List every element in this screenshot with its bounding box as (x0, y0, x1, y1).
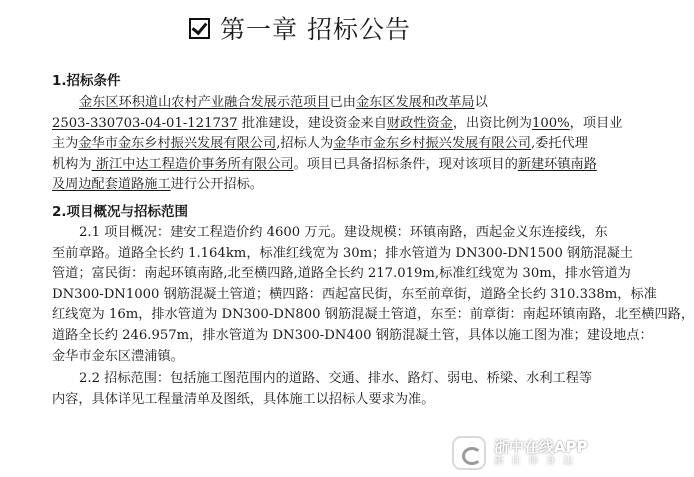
section-1-paragraph (52, 93, 623, 196)
paragraph-line (52, 155, 597, 176)
paragraph-line (52, 93, 592, 114)
watermark-name: 浙中在线APP (494, 437, 588, 456)
underlined-field: 2503-330703-04-01-121737 (52, 115, 238, 131)
text-segment: 。项目已具备招标条件，现对该项目的 (293, 156, 518, 172)
watermark-slogan: 新 在 你 身 边 (494, 455, 575, 467)
paragraph-line (52, 175, 592, 196)
text-segment: 以 (474, 95, 488, 110)
section-heading-1: 1.招标条件 (52, 73, 121, 89)
paragraph-line: 金华市金东区澧浦镇。 (52, 348, 184, 364)
underlined-field: 及周边配套道路施工 (52, 177, 171, 193)
section-heading-2: 2.项目概况与招标范围 (52, 204, 189, 220)
paragraph-line: 至前章路。道路全长约 1.164km，标准红线宽为 30m；排水管道为 DN300-DN1500 钢筋混凝土 (52, 245, 633, 261)
underlined-field: 金东区环积道山农村产业融合发展示范项目 (79, 95, 330, 110)
underlined-field: 浙江中达工程造价事务所有限公司 (91, 156, 294, 172)
text-segment: 机构为 (52, 156, 92, 172)
paragraph-line: 内容，具体详见工程量清单及图纸，具体施工以招标人要求为准。 (52, 391, 435, 407)
text-segment: ，出资比例为 (452, 115, 532, 131)
text-segment: 已由 (329, 95, 356, 110)
paragraph-line (52, 134, 592, 155)
text-segment: 进行公开招标。 (170, 177, 263, 193)
paragraph-line: 2.2 招标范围：包括施工图范围内的道路、交通、排水、路灯、弱电、桥梁、水利工程等 (79, 371, 593, 386)
underlined-field: 金华市金东乡村振兴发展有限公司 (333, 136, 531, 152)
paragraph-line: 红线宽为 16m，排水管道为 DN300-DN800 钢筋混凝土管道，东至：前章街：南起环镇南路，北至横四路， (52, 307, 694, 323)
watermark (452, 436, 588, 470)
section-2-paragraph-2 (52, 369, 592, 410)
underlined-field: 金东区发展和改革局 (355, 95, 475, 110)
text-segment: ,招标人为 (276, 136, 334, 152)
text-segment: ,委托代理 (530, 136, 588, 152)
chapter-title-text: 第一章 招标公告 (220, 15, 411, 44)
paragraph-line: 2.1 项目概况：建安工程造价约 4600 万元。建设规模：环镇南路，西起金义东连接线，东 (79, 225, 608, 240)
chapter-title (0, 10, 600, 46)
section-2-paragraph-1 (52, 223, 694, 367)
underlined-field: 金华市金东乡村振兴发展有限公司 (78, 136, 277, 152)
checkbox-icon (189, 18, 210, 39)
text-segment: ，项目业 (569, 115, 623, 131)
paragraph-line (52, 114, 623, 135)
paragraph-line: 道路全长约 246.957m，排水管道为 DN300-DN400 钢筋混凝土管，具体以施工图为准；建设地点： (52, 327, 653, 343)
paragraph-line: 管道；富民街：南起环镇南路,北至横四路,道路全长约 217.019m,标准红线宽为 30m，排水管道为 (52, 266, 631, 282)
underlined-field: 新建环镇南路 (517, 156, 597, 172)
underlined-field: 财政性资金 (386, 115, 453, 131)
zhezhong-logo-icon (452, 436, 486, 470)
text-segment: 主为 (52, 136, 79, 152)
text-segment: 批准建设，建设资金来自 (237, 115, 387, 131)
paragraph-line: DN300-DN1000 钢筋混凝土管道；横四路：西起富民街，东至前章街，道路全长约 310.338m，标准 (52, 286, 657, 302)
underlined-field: 100% (531, 115, 570, 131)
